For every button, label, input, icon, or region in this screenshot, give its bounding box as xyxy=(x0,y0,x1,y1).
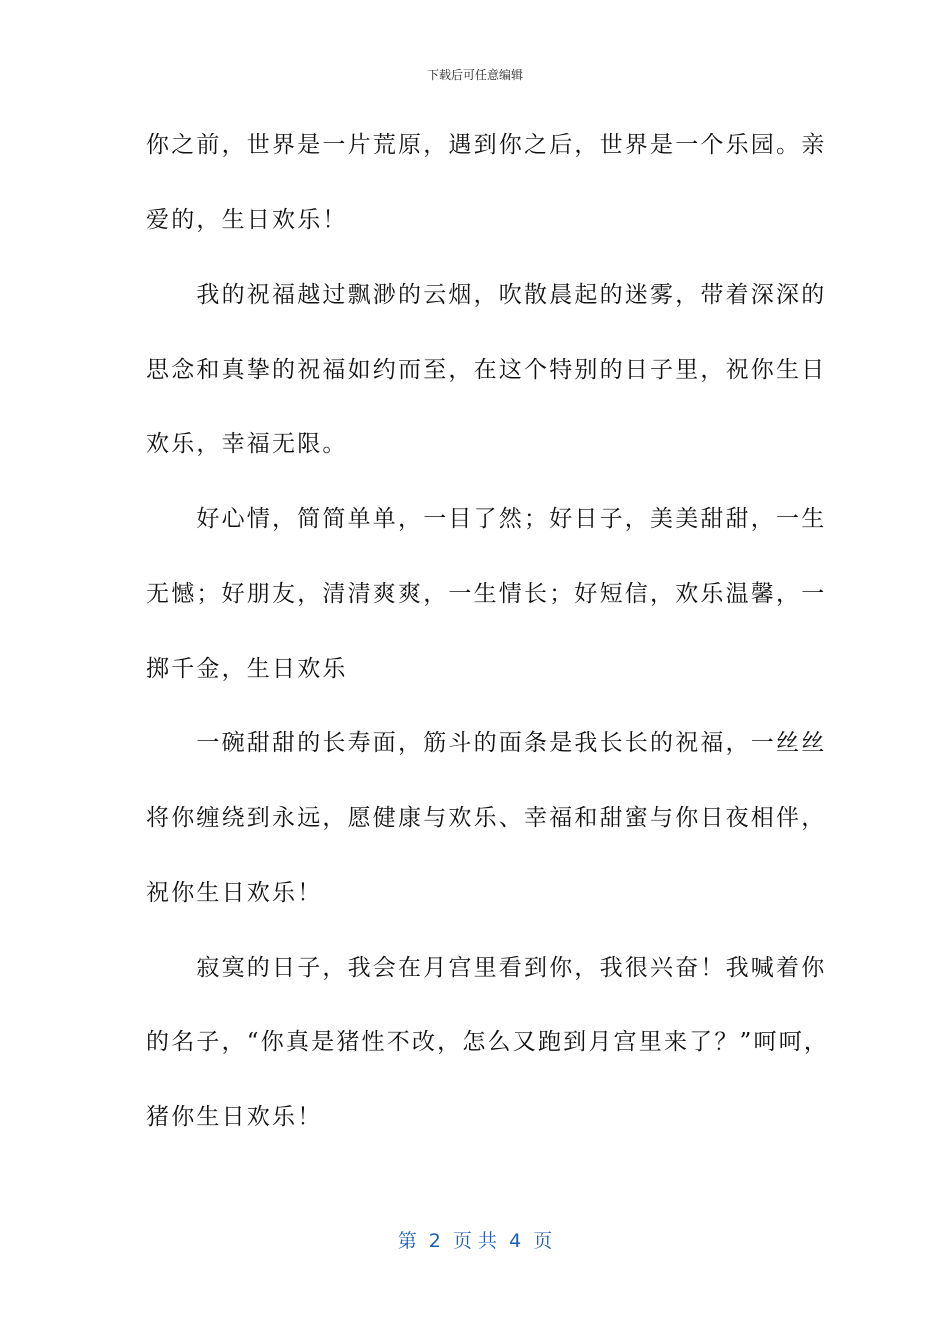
body-text-line: 祝你生日欢乐！ xyxy=(146,880,323,906)
body-text-line: 思念和真挚的祝福如约而至，在这个特别的日子里，祝你生日 xyxy=(146,357,827,383)
page-number-footer: 第 2 页 共 4 页 xyxy=(397,1230,553,1252)
body-text-line: 好心情，简简单单，一目了然；好日子，美美甜甜，一生 xyxy=(146,506,827,532)
body-text-line: 我的祝福越过飘渺的云烟，吹散晨起的迷雾，带着深深的 xyxy=(146,282,827,308)
body-text-line: 一碗甜甜的长寿面，筋斗的面条是我长长的祝福，一丝丝 xyxy=(146,730,827,756)
body-text-line: 寂寞的日子，我会在月宫里看到你，我很兴奋！我喊着你 xyxy=(146,955,827,981)
body-text-line: 你之前，世界是一片荒原，遇到你之后，世界是一个乐园。亲 xyxy=(146,132,827,158)
body-text-line: 欢乐，幸福无限。 xyxy=(146,431,348,457)
body-text-line: 掷千金，生日欢乐 xyxy=(146,656,348,682)
page-header: 下载后可任意编辑 xyxy=(426,68,523,82)
body-text-line: 爱的，生日欢乐！ xyxy=(146,207,348,233)
body-text-line: 猪你生日欢乐！ xyxy=(146,1104,323,1130)
body-text-line: 无憾；好朋友，清清爽爽，一生情长；好短信，欢乐温馨，一 xyxy=(146,581,827,607)
body-text-line: 将你缠绕到永远，愿健康与欢乐、幸福和甜蜜与你日夜相伴， xyxy=(146,805,827,831)
body-text-line: 的名子，“你真是猪性不改，怎么又跑到月宫里来了？”呵呵， xyxy=(146,1029,830,1055)
